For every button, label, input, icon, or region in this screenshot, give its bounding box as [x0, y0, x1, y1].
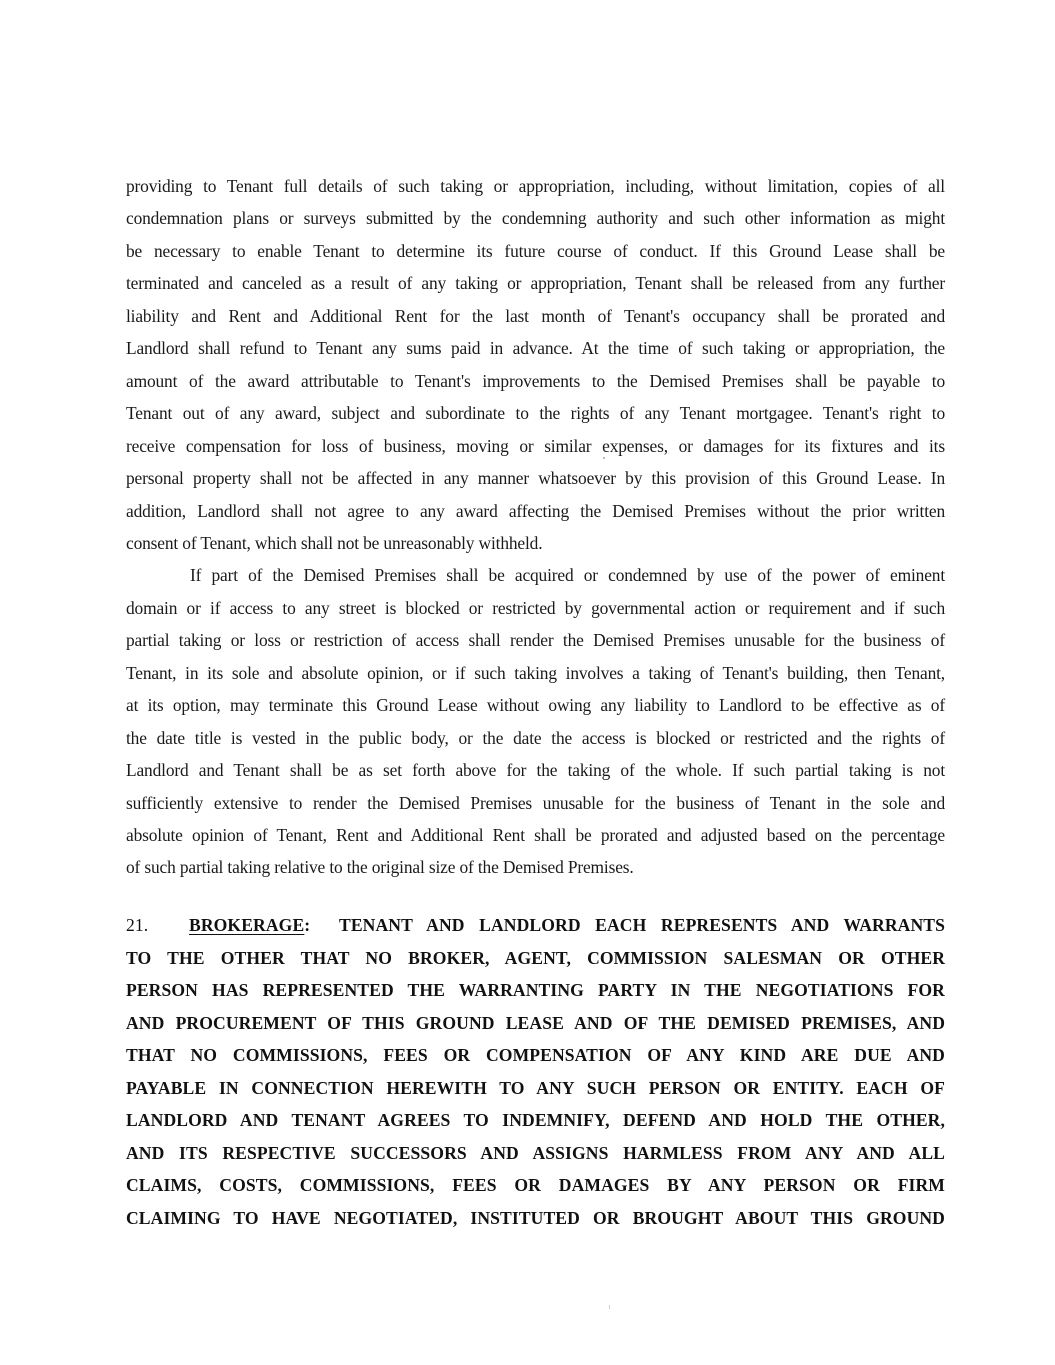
text-line: PAYABLE IN CONNECTION HEREWITH TO ANY SUCH PERSON OR ENTITY. EACH OF	[126, 1078, 945, 1098]
text-line: amount of the award attributable to Tenant's improvements to the Demised Premises shall be payable to	[126, 371, 945, 391]
text-line: consent of Tenant, which shall not be unreasonably withheld.	[126, 533, 543, 553]
text-line: receive compensation for loss of business, moving or similar expenses, or damages for its fixtures and its	[126, 436, 945, 456]
text-line: sufficiently extensive to render the Demised Premises unusable for the business of Tenant in the sole and	[126, 793, 945, 813]
text-line: CLAIMS, COSTS, COMMISSIONS, FEES OR DAMAGES BY ANY PERSON OR FIRM	[126, 1175, 945, 1195]
text-line: LANDLORD AND TENANT AGREES TO INDEMNIFY, DEFEND AND HOLD THE OTHER,	[126, 1110, 945, 1130]
text-line: condemnation plans or surveys submitted by the condemning authority and such other information as might	[126, 208, 945, 228]
scan-artifact	[603, 457, 605, 459]
text-line: TO THE OTHER THAT NO BROKER, AGENT, COMMISSION SALESMAN OR OTHER	[126, 948, 945, 968]
text-line: liability and Rent and Additional Rent for the last month of Tenant's occupancy shall be prorated and	[126, 306, 945, 326]
scan-artifact	[609, 1305, 610, 1309]
section-text: TENANT AND LANDLORD EACH REPRESENTS AND WARRANTS	[339, 915, 945, 935]
text-line: at its option, may terminate this Ground Lease without owing any liability to Landlord to be effective as of	[126, 695, 945, 715]
section-number: 21.	[126, 915, 149, 935]
text-line: terminated and canceled as a result of any taking or appropriation, Tenant shall be released from any further	[126, 273, 945, 293]
text-line: providing to Tenant full details of such taking or appropriation, including, without limitation, copies of all	[126, 176, 945, 196]
text-line: the date title is vested in the public body, or the date the access is blocked or restricted and the rights of	[126, 728, 945, 748]
section-title-colon: :	[304, 915, 311, 935]
section-title: BROKERAGE	[189, 915, 305, 935]
text-line: Tenant, in its sole and absolute opinion, or if such taking involves a taking of Tenant's building, then Tenant,	[126, 663, 945, 683]
text-line: PERSON HAS REPRESENTED THE WARRANTING PARTY IN THE NEGOTIATIONS FOR	[126, 980, 945, 1000]
text-line: of such partial taking relative to the original size of the Demised Premises.	[126, 857, 634, 877]
text-line: AND ITS RESPECTIVE SUCCESSORS AND ASSIGNS HARMLESS FROM ANY AND ALL	[126, 1143, 945, 1163]
text-line: CLAIMING TO HAVE NEGOTIATED, INSTITUTED OR BROUGHT ABOUT THIS GROUND	[126, 1208, 945, 1228]
text-line: domain or if access to any street is blocked or restricted by governmental action or requirement and if such	[126, 598, 945, 618]
text-line: Tenant out of any award, subject and subordinate to the rights of any Tenant mortgagee. Tenant's right to	[126, 403, 945, 423]
text-line: Landlord shall refund to Tenant any sums paid in advance. At the time of such taking or appropriation, the	[126, 338, 945, 358]
text-line: addition, Landlord shall not agree to any award affecting the Demised Premises without the prior written	[126, 501, 945, 521]
text-line: partial taking or loss or restriction of access shall render the Demised Premises unusable for the business of	[126, 630, 945, 650]
section-heading-line	[126, 910, 945, 940]
text-line: Landlord and Tenant shall be as set forth above for the taking of the whole. If such partial taking is not	[126, 760, 945, 780]
text-line: be necessary to enable Tenant to determine its future course of conduct. If this Ground Lease shall be	[126, 241, 945, 261]
text-line: personal property shall not be affected in any manner whatsoever by this provision of this Ground Lease. In	[126, 468, 945, 488]
text-line: absolute opinion of Tenant, Rent and Additional Rent shall be prorated and adjusted based on the percentage	[126, 825, 945, 845]
text-line: If part of the Demised Premises shall be acquired or condemned by use of the power of eminent	[190, 565, 945, 585]
text-line: THAT NO COMMISSIONS, FEES OR COMPENSATION OF ANY KIND ARE DUE AND	[126, 1045, 945, 1065]
text-line: AND PROCUREMENT OF THIS GROUND LEASE AND OF THE DEMISED PREMISES, AND	[126, 1013, 945, 1033]
